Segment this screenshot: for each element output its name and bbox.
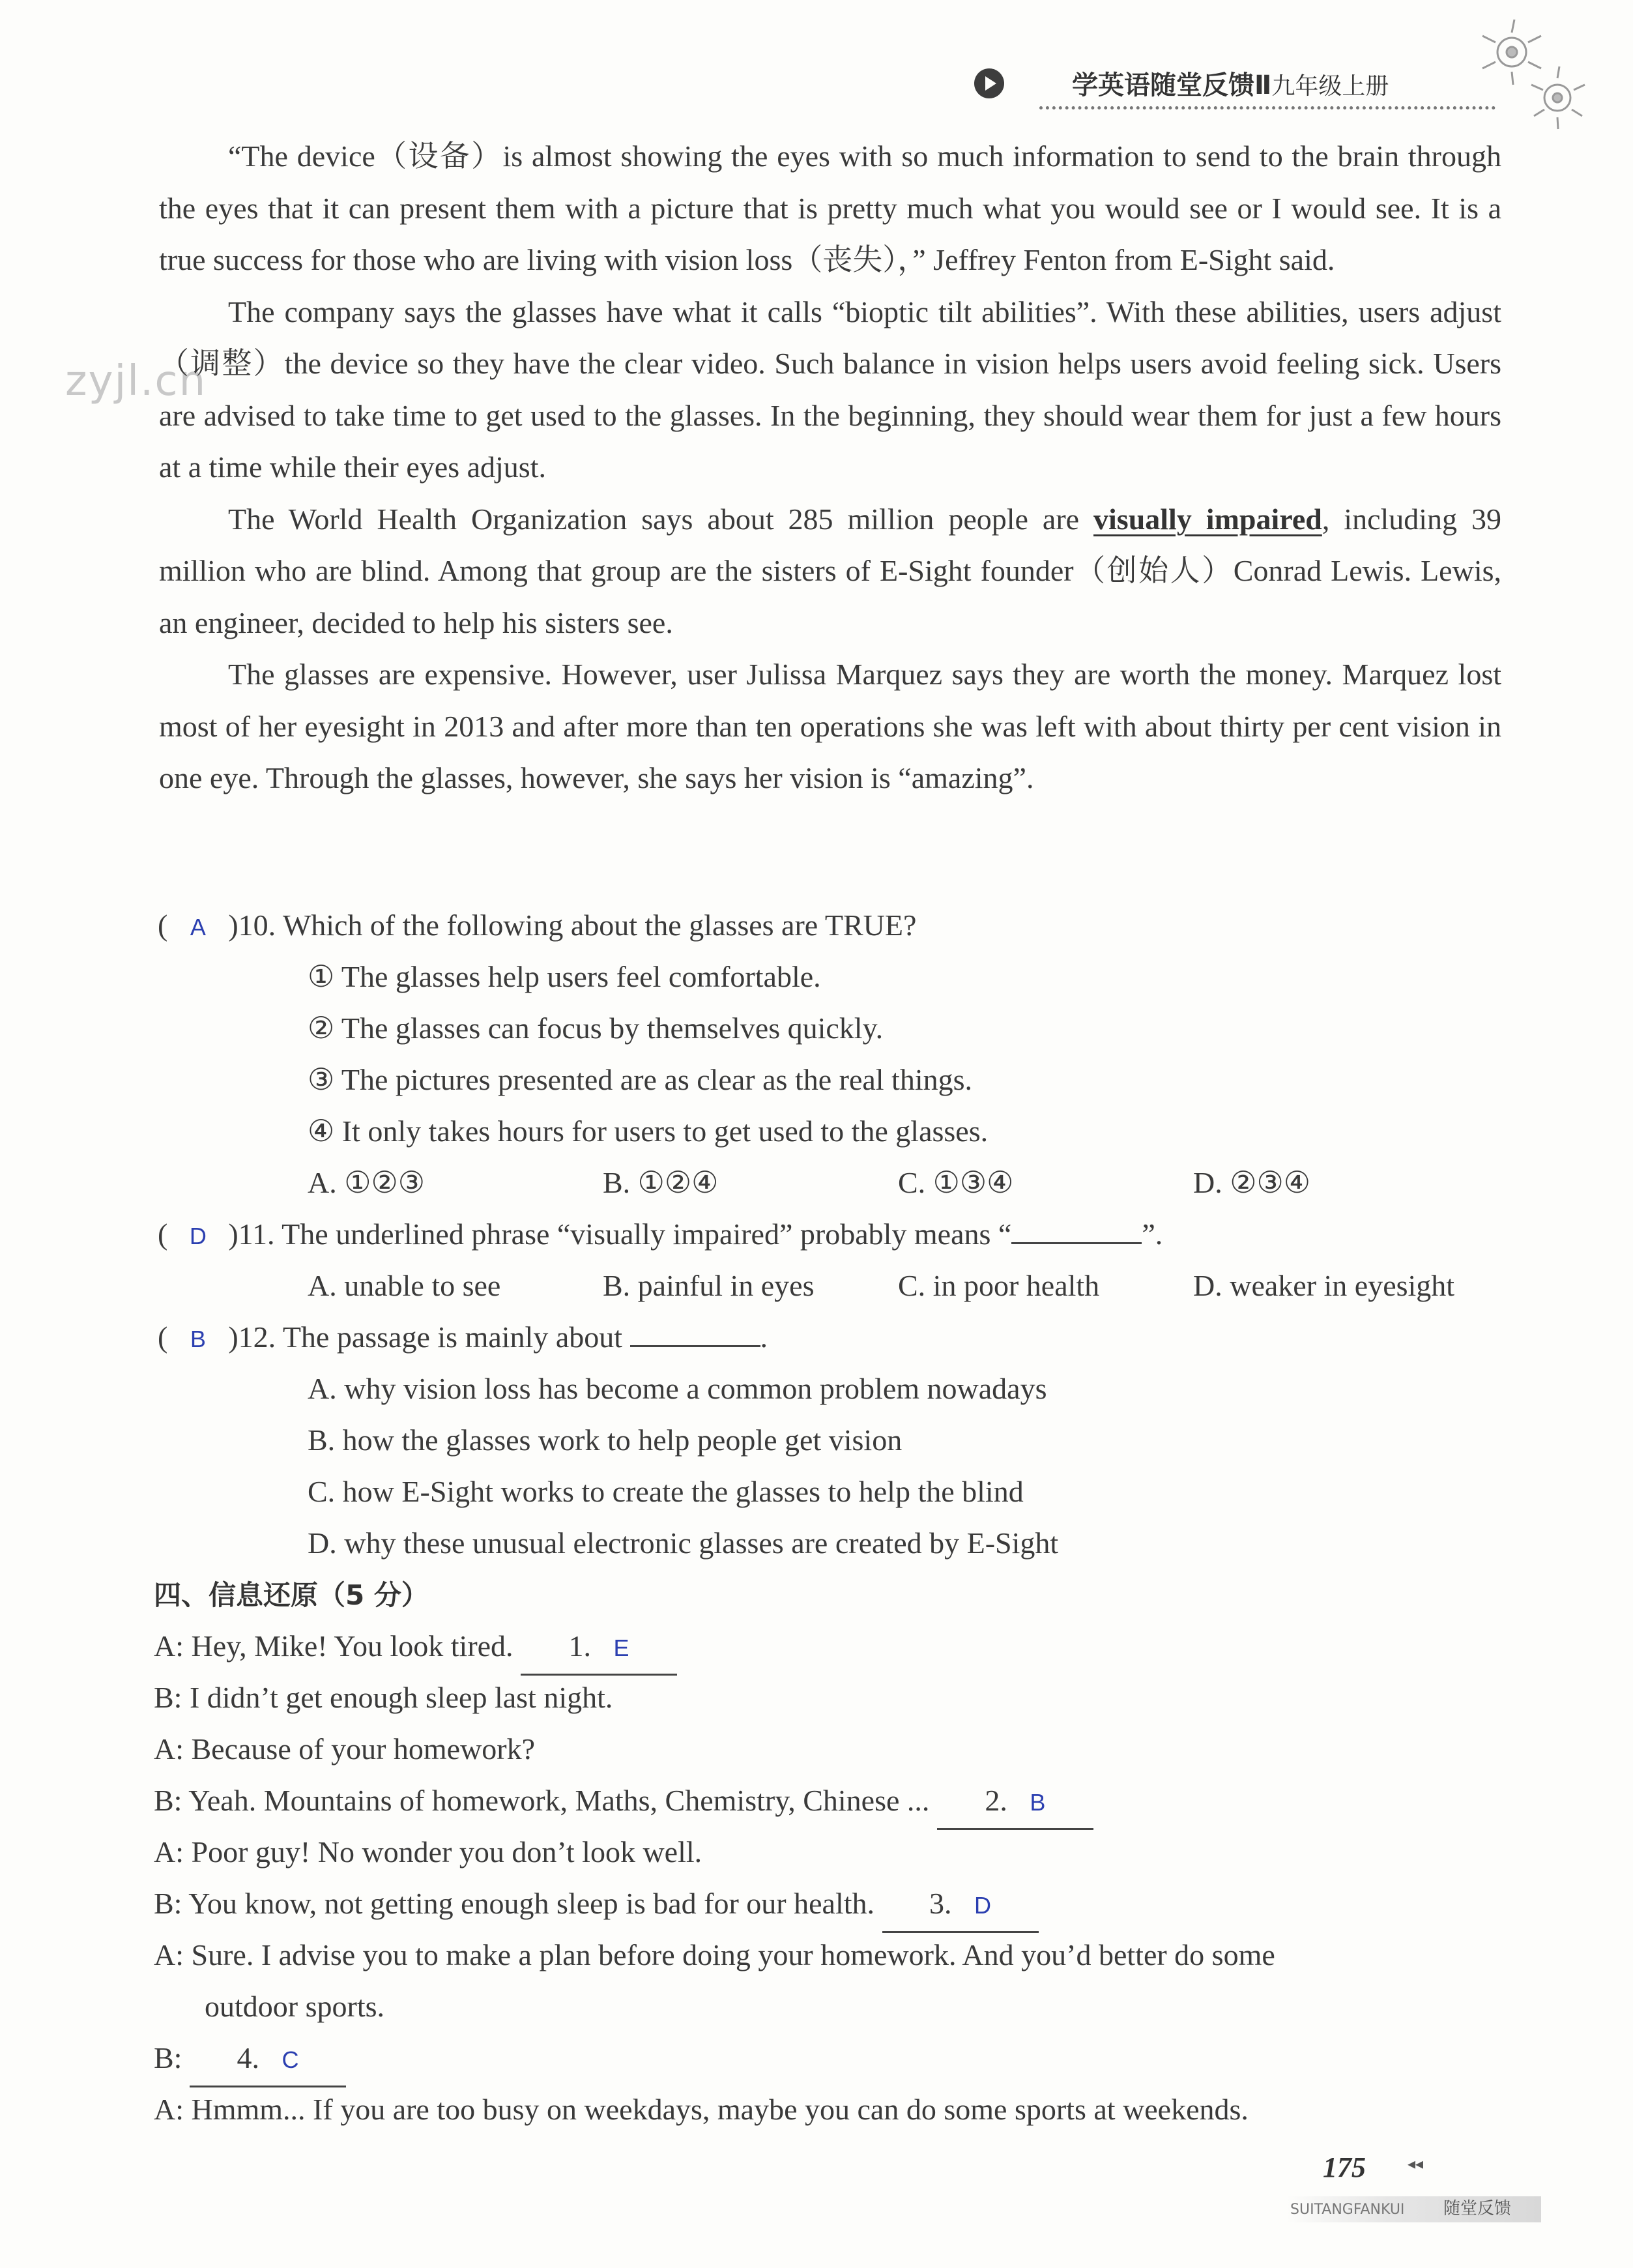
q11-option-d[interactable]: D. weaker in eyesight xyxy=(1193,1269,1455,1302)
blank-number: 2. xyxy=(985,1784,1007,1817)
paragraph-3 xyxy=(159,493,1501,649)
dialogue-text: B: Yeah. Mountains of homework, Maths, Chemistry, Chinese ... xyxy=(154,1784,937,1817)
blank-number: 4. xyxy=(237,2041,259,2074)
paragraph-1: “The device（设备）is almost showing the eyes with so much information to send to the brain through the eyes that it can present them with a picture that is pretty much what you would see or I would see. It is a true success for those who are living with vision loss（丧失），” Jeffrey Fenton from E-Sight said. xyxy=(159,139,1501,276)
reading-passage xyxy=(159,130,1501,804)
blank-3-answer: D xyxy=(974,1892,992,1919)
statement-2: ② The glasses can focus by themselves quickly. xyxy=(308,1011,884,1045)
footer-label: 随堂反馈 xyxy=(1443,2199,1512,2218)
blank-4-answer: C xyxy=(282,2046,299,2073)
underlined-phrase: visually impaired xyxy=(1093,502,1322,536)
decorative-flower-icon xyxy=(1466,13,1597,137)
dialogue-line-7-cont: outdoor sports. xyxy=(205,1990,384,2023)
blank-1-answer: E xyxy=(613,1635,629,1661)
q12-option-c[interactable]: C. how E-Sight works to create the glasses to help the blind xyxy=(308,1475,1024,1508)
answer-12[interactable]: B xyxy=(190,1326,206,1352)
question-11-end: ”. xyxy=(1142,1217,1163,1251)
page-number: 175 xyxy=(1323,2151,1366,2183)
q10-option-a[interactable]: A. ①②③ xyxy=(308,1166,425,1199)
blank-number: 1. xyxy=(568,1629,592,1663)
statement-1: ① The glasses help users feel comfortable. xyxy=(308,960,821,993)
question-12: ( B )12. The passage is mainly about . xyxy=(158,1311,768,1365)
blank-4[interactable] xyxy=(190,2032,346,2087)
dialogue-line-1 xyxy=(154,1620,677,1676)
q10-option-d[interactable]: D. ②③④ xyxy=(1193,1166,1310,1199)
blank-3[interactable] xyxy=(882,1878,1039,1933)
q12-option-a[interactable]: A. why vision loss has become a common problem nowadays xyxy=(308,1372,1047,1405)
blank-number: 3. xyxy=(929,1887,952,1920)
blank-2-answer: B xyxy=(1030,1789,1046,1816)
question-12-stem: )12. The passage is mainly about xyxy=(228,1320,623,1354)
question-11-stem: )11. The underlined phrase “visually impaired” probably means “ xyxy=(228,1217,1012,1251)
paragraph-4: The glasses are expensive. However, user Julissa Marquez says they are worth the money. Marquez lost most of her eyesight in 2013 and after more than ten operations she was left with about thirty per cent vision in one eye. Through the glasses, however, she says her vision is “amazing”. xyxy=(159,658,1501,794)
answer-11[interactable]: D xyxy=(189,1223,207,1249)
dialogue-line-3: A: Because of your homework? xyxy=(154,1732,536,1766)
dialogue-text: A: Hey, Mike! You look tired. xyxy=(154,1629,521,1663)
paragraph-3-before: The World Health Organization says about 285 million people are xyxy=(228,502,1094,536)
q11-option-b[interactable]: B. painful in eyes xyxy=(603,1269,815,1302)
q11-option-c[interactable]: C. in poor health xyxy=(898,1269,1100,1302)
book-title xyxy=(1072,65,1389,102)
blank-1[interactable] xyxy=(521,1620,677,1676)
grade-label: 九年级上册 xyxy=(1271,73,1389,100)
play-icon xyxy=(974,68,1004,98)
dialogue-line-6 xyxy=(154,1878,1039,1933)
statement-4: ④ It only takes hours for users to get used to the glasses. xyxy=(308,1114,989,1148)
dialogue-line-9: A: Hmmm... If you are too busy on weekdays, maybe you can do some sports at weekends. xyxy=(154,2093,1249,2126)
q10-option-c[interactable]: C. ①③④ xyxy=(898,1166,1014,1199)
dialogue-line-8 xyxy=(154,2032,346,2087)
page-arrows-icon: ◂◂ xyxy=(1408,2155,1424,2173)
dialogue-line-2: B: I didn’t get enough sleep last night. xyxy=(154,1681,613,1714)
dialogue-text: B: You know, not getting enough sleep is bad for our health. xyxy=(154,1887,882,1920)
series-title: 学英语随堂反馈Ⅱ xyxy=(1072,70,1272,100)
dialogue-line-7: A: Sure. I advise you to make a plan before doing your homework. And you’d better do some xyxy=(154,1938,1275,1971)
question-10 xyxy=(158,899,916,953)
paragraph-2: The company says the glasses have what it calls “bioptic tilt abilities”. With these abilities, users adjust（调整）the device so they have the clear video. Such balance in vision helps users avoid feeling sick. Users are advised to take time to get used to the glasses. In the beginning, they should wear them for just a few hours at a time while their eyes adjust. xyxy=(159,295,1501,484)
q12-blank[interactable] xyxy=(630,1319,760,1347)
q12-option-d[interactable]: D. why these unusual electronic glasses are created by E-Sight xyxy=(308,1526,1059,1560)
watermark: zyjl.cn xyxy=(65,357,207,405)
statement-3: ③ The pictures presented are as clear as the real things. xyxy=(308,1063,973,1096)
blank-2[interactable] xyxy=(937,1775,1093,1830)
question-11: ( D )11. The underlined phrase “visually impaired” probably means “ ”. xyxy=(158,1208,1163,1262)
dialogue-line-5: A: Poor guy! No wonder you don’t look well. xyxy=(154,1835,702,1868)
q10-option-b[interactable]: B. ①②④ xyxy=(603,1166,719,1199)
dialogue-line-4 xyxy=(154,1775,1093,1830)
page-header xyxy=(974,62,1469,114)
question-12-end: . xyxy=(760,1320,768,1354)
dialogue-text: B: xyxy=(154,2041,190,2074)
q11-option-a[interactable]: A. unable to see xyxy=(308,1269,501,1302)
answer-paren: ( A xyxy=(158,909,228,942)
q11-blank[interactable] xyxy=(1011,1216,1142,1244)
footer-pinyin: SUITANGFANKUI xyxy=(1290,2202,1405,2218)
answer-10[interactable]: A xyxy=(190,914,206,940)
header-dotted-line xyxy=(1039,106,1496,109)
paragraph-3-after: , including 39 million who are blind. Among that group are the sisters of E-Sight founder（创始人）Conrad Lewis. Lewis, an engineer, decided to help his sisters see. xyxy=(159,502,1502,639)
section-4-title: 四、信息还原（5 分） xyxy=(154,1579,429,1611)
q12-option-b[interactable]: B. how the glasses work to help people get vision xyxy=(308,1423,903,1457)
question-10-stem: )10. Which of the following about the glasses are TRUE? xyxy=(228,909,917,942)
